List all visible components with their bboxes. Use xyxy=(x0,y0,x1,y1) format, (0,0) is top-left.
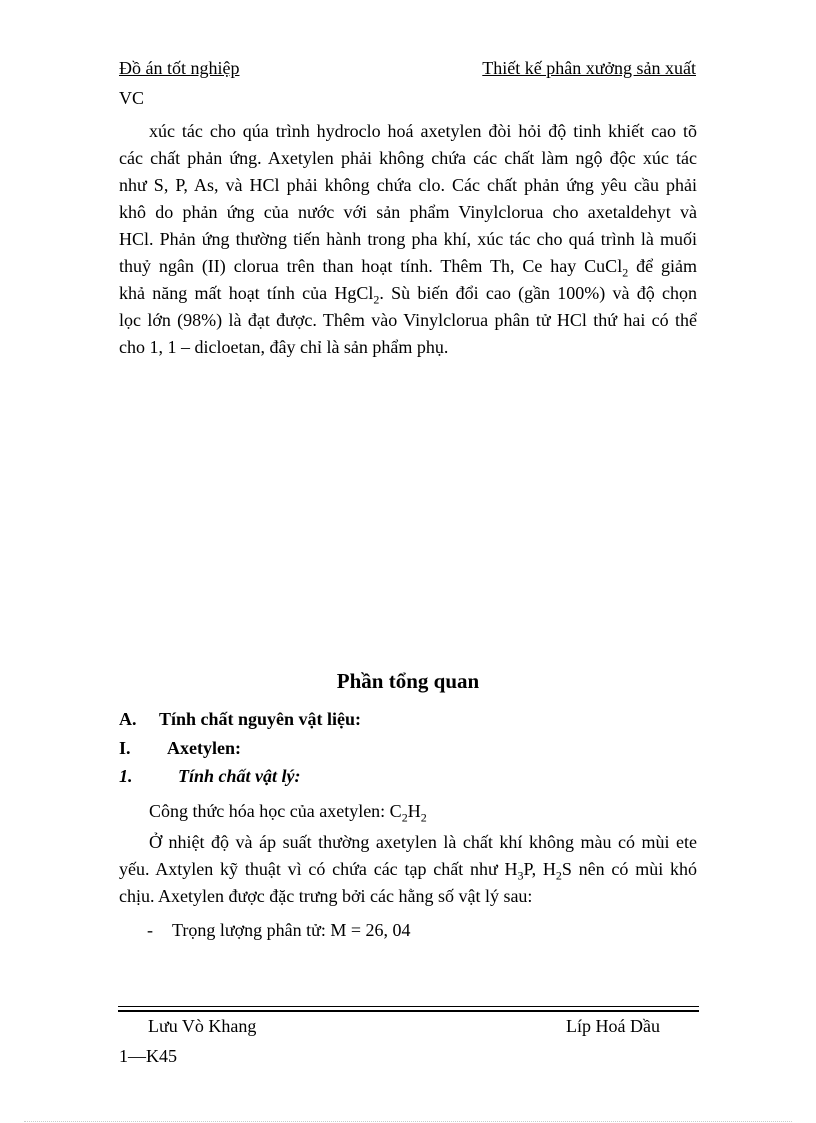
paragraph-line: cho 1, 1 – dicloetan, đây chỉ là sản phẩm phụ. xyxy=(119,337,449,357)
paragraph-line-h3p: yếu. Axtylen kỹ thuật vì có chứa các tạp chất như $H_3P$, $H_2S$ nên có mùi khó xyxy=(119,859,697,883)
heading-i-text: Axetylen: xyxy=(167,738,241,758)
paragraph-line: chịu. Axetylen được đặc trưng bởi các hằng số vật lý sau: xyxy=(119,886,533,906)
formula-line: Công thức hóa học của axetylen: $C_2H_2$ xyxy=(149,801,427,825)
paragraph-line: các chất phản ứng. Axetylen phải không chứa các chất làm ngộ độc xúc tác xyxy=(119,148,697,168)
paragraph-line: HCl. Phản ứng thường tiến hành trong pha khí, xúc tác cho quá trình là muối xyxy=(119,229,697,249)
paragraph-formula xyxy=(119,798,697,825)
paragraph-line: Ở nhiệt độ và áp suất thường axetylen là chất khí không màu có mùi ete xyxy=(149,832,697,852)
heading-1-number: 1. xyxy=(119,766,133,786)
paragraph-line: lọc lớn (98%) là đạt được. Thêm vào Vinylclorua phân tử HCl thứ hai có thể xyxy=(119,310,697,330)
paragraph-line: khô do phản ứng của nước với sản phẩm Vinylclorua cho axetaldehyt và xyxy=(119,202,697,222)
paragraph-line-hgcl2: khả năng mất hoạt tính của HgCl$_2$. Sù biến đổi cao (gần 100%) và độ chọn xyxy=(119,283,697,307)
footer-rule xyxy=(118,1006,699,1007)
bullet-text: Trọng lượng phân tử: M = 26, 04 xyxy=(172,920,411,940)
page-edge xyxy=(24,1121,792,1122)
paragraph-line-cucl2: thuỷ ngân (II) clorua trên than hoạt tính. Thêm Th, Ce hay CuCl$_2$ để giảm xyxy=(119,256,698,280)
paragraph-catalyst xyxy=(119,118,697,361)
footer-continuation: 1—K45 xyxy=(119,1046,177,1066)
footer-class: Líp Hoá Dầu xyxy=(566,1016,660,1036)
bullet-dash: - xyxy=(147,920,153,940)
header-continuation: VC xyxy=(119,88,145,108)
heading-a-text: Tính chất nguyên vật liệu: xyxy=(159,709,362,729)
section-title: Phần tổng quan xyxy=(336,669,480,693)
heading-a-number: A. xyxy=(119,709,137,729)
footer-rule-thick xyxy=(118,1010,699,1012)
header-right-title: Thiết kế phân xưởng sản xuất xyxy=(482,58,696,78)
heading-1-text: Tính chất vật lý: xyxy=(178,766,301,786)
paragraph-physical xyxy=(119,829,697,910)
header-left-title: Đồ án tốt nghiệp xyxy=(119,58,240,78)
paragraph-line: xúc tác cho qúa trình hydroclo hoá axetylen đòi hỏi độ tinh khiết cao tõ xyxy=(149,121,697,141)
heading-i-number: I. xyxy=(119,738,131,758)
paragraph-line: như S, P, As, và HCl phải không chứa clo. Các chất phản ứng yêu cầu phải xyxy=(119,175,697,195)
footer-author: Lưu Vò Khang xyxy=(148,1016,257,1036)
